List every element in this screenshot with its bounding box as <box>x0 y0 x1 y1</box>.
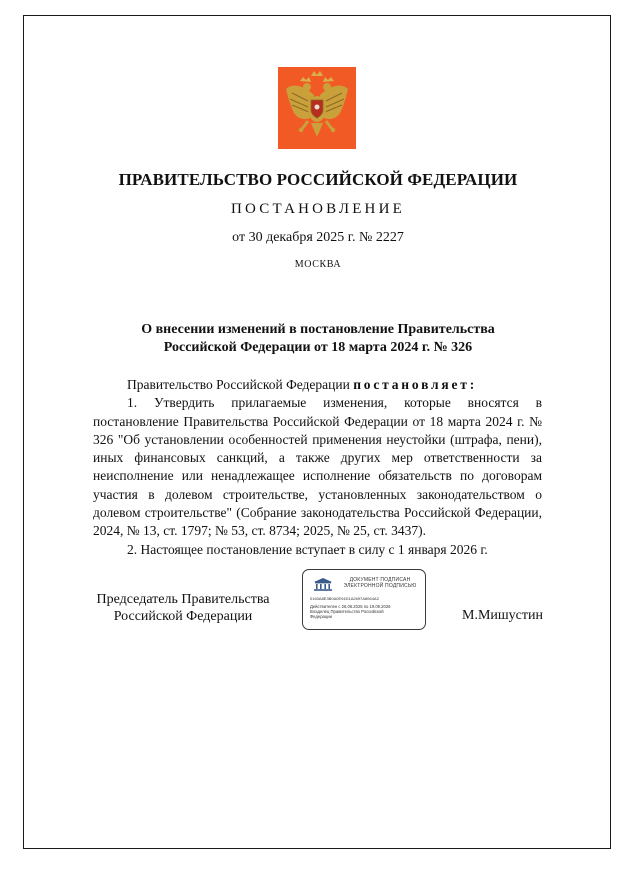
enacting-clause <box>93 376 542 394</box>
subject-line: О внесении изменений в постановление Правительства <box>141 322 495 337</box>
document-type: ПОСТАНОВЛЕНИЕ <box>231 201 405 217</box>
government-title: ПРАВИТЕЛЬСТВО РОССИЙСКОЙ ФЕДЕРАЦИИ <box>118 170 518 189</box>
signatory-name: М.Мишустин <box>462 608 543 623</box>
document-city: МОСКВА <box>294 259 342 270</box>
signatory-title <box>93 591 273 625</box>
owner-line: Владелец Правительство Российской <box>310 609 384 615</box>
paragraph-2: 2. Настоящее постановление вступает в силу с 1 января 2026 г. <box>127 541 488 557</box>
paragraph-1: 1. Утвердить прилагаемые изменения, которые вносятся в постановление Правительства Российской Федерации от 18 марта 2024 г. № 326 "Об установлении особенностей применения неустойки (штрафа, пени), иных финансовых санкций, а также других мер ответственности за неисполнение или ненадлежащее исполнение обязательств по договорам участия в долевом строительстве, установленных законодательством о долевом строительстве" (Собрание законодательства Российской Федерации, 2024, № 13, ст. 1797; № 53, ст. 8734; 2025, № 25, ст. 3437). <box>93 395 542 539</box>
government-building-icon <box>311 576 335 592</box>
subject-line: Российской Федерации от 18 марта 2024 г. № 326 <box>163 340 473 355</box>
validity-line: Действителен с 26.06.2025 по 19.09.2026 <box>310 604 391 609</box>
stamp-title-line: ДОКУМЕНТ ПОДПИСАН <box>349 577 411 583</box>
enacting-subject: Правительство Российской Федерации <box>127 377 350 392</box>
stamp-title <box>339 577 421 589</box>
owner-line: Федерации <box>310 614 332 620</box>
electronic-signature-stamp <box>302 569 426 630</box>
document-subject <box>0 321 636 357</box>
signatory-title-line: Российской Федерации <box>113 609 253 624</box>
document-body <box>93 376 542 559</box>
certificate-number: 0163A8E3B0A0E94D1A2697A8064A3 <box>310 596 379 601</box>
stamp-title-line: ЭЛЕКТРОННОЙ ПОДПИСЬЮ <box>343 583 417 589</box>
enacting-verb: постановляет: <box>353 377 477 392</box>
signatory-title-line: Председатель Правительства <box>96 592 270 607</box>
coat-of-arms-icon <box>278 67 356 149</box>
certificate-validity <box>310 604 391 620</box>
document-date-number: от 30 декабря 2025 г. № 2227 <box>232 230 404 245</box>
